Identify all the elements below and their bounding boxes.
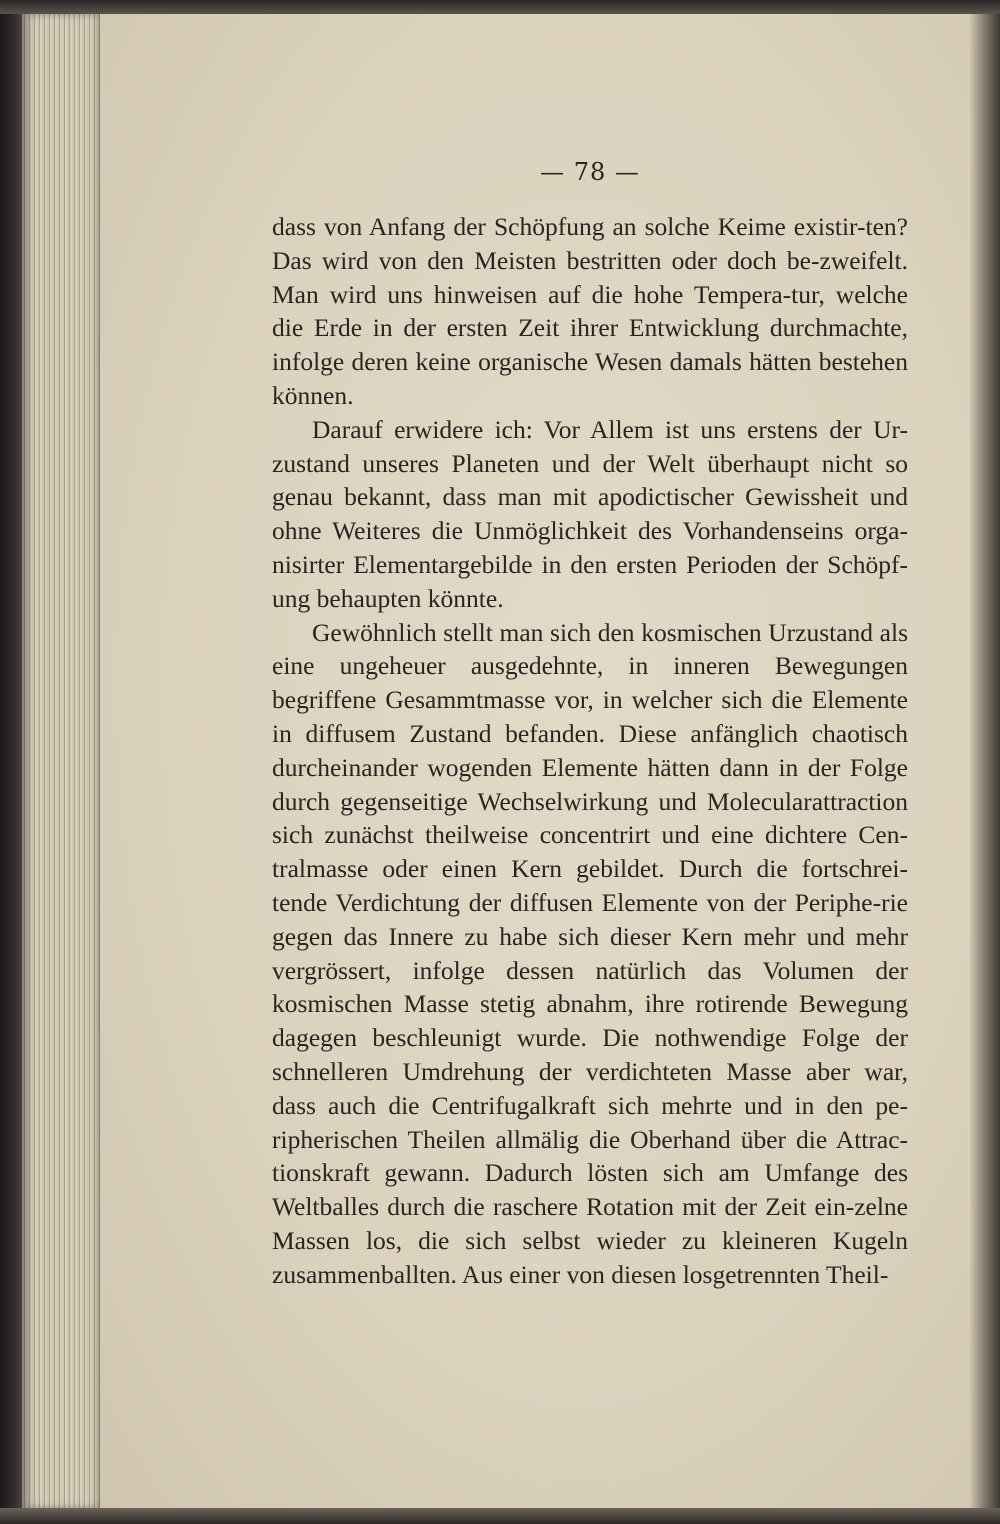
body-text (272, 210, 908, 1292)
paragraph-3: Gewöhnlich stellt man sich den kosmischen Urzustand als eine ungeheuer ausgedehnte, in inneren Bewegungen begriffene Gesammtmasse vor, in welcher sich die Elemente in diffusem Zustand befanden. Diese anfänglich chaotisch durcheinander wogenden Elemente hätten dann in der Folge durch gegenseitige Wechselwirkung und Molecularattraction sich zunächst theilweise concentrirt und eine dichtere Cen-tralmasse oder einen Kern gebildet. Durch die fortschrei-tende Verdichtung der diffusen Elemente von der Periphe-rie gegen das Innere zu habe sich dieser Kern mehr und mehr vergrössert, infolge dessen natürlich das Volumen der kosmischen Masse stetig abnahm, ihre rotirende Bewegung dagegen beschleunigt wurde. Die nothwendige Folge der schnelleren Umdrehung der verdichteten Masse aber war, dass auch die Centrifugalkraft sich mehrte und in den pe-ripherischen Theilen allmälig die Oberhand über die Attrac-tionskraft gewann. Dadurch lösten sich am Umfange des Weltballes durch die raschere Rotation mit der Zeit ein-zelne Massen los, die sich selbst wieder zu kleineren Kugeln zusammenballten. Aus einer von diesen losgetrennten Theil- (272, 617, 908, 1289)
right-edge-shadow (970, 0, 1000, 1524)
paragraph-1: dass von Anfang der Schöpfung an solche Keime existir-ten? Das wird von den Meisten bestritten oder doch be-zweifelt. Man wird uns hinweisen auf die hohe Tempera-tur, welche die Erde in der ersten Zeit ihrer Entwicklung durchmachte, infolge deren keine organische Wesen damals hätten bestehen können. (272, 212, 908, 410)
page-number: — 78 — (540, 158, 640, 186)
bottom-edge-shadow (0, 1508, 1000, 1524)
top-edge-shadow (0, 0, 1000, 14)
paragraph-2: Darauf erwidere ich: Vor Allem ist uns erstens der Ur-zustand unseres Planeten und der Welt überhaupt nicht so genau bekannt, dass man mit apodictischer Gewissheit und ohne Weiteres die Unmöglichkeit des Vorhandenseins orga-nisirter Elementargebilde in den ersten Perioden der Schöpf-ung behaupten könnte. (272, 414, 908, 613)
page-edges (22, 14, 108, 1508)
book-binding (0, 0, 22, 1524)
